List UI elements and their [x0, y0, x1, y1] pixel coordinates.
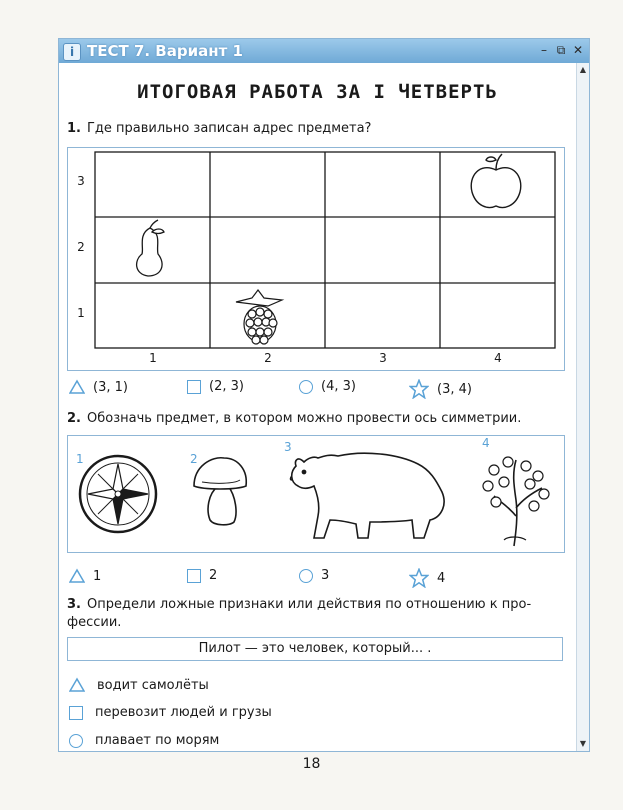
answer-star[interactable]: [409, 568, 445, 588]
apple-tree-icon[interactable]: [483, 457, 549, 546]
circle-icon: [69, 734, 83, 748]
answer-label: (3, 1): [93, 379, 128, 395]
answer-square[interactable]: [187, 568, 217, 583]
question-3-text-line2: фессии.: [67, 615, 122, 630]
y-label-3: 3: [77, 174, 85, 188]
option-square[interactable]: [69, 705, 272, 720]
triangle-icon: [69, 379, 85, 395]
grid-frame: [67, 147, 565, 371]
page-number: 18: [302, 756, 321, 772]
question-1-text: Где правильно записан адрес предмета?: [86, 121, 372, 136]
window-title: ТЕСТ 7. Вариант 1: [87, 42, 243, 60]
answer-star[interactable]: [409, 379, 472, 399]
info-icon: i: [63, 43, 81, 61]
option-circle[interactable]: [69, 733, 219, 748]
mushroom-icon[interactable]: [194, 458, 246, 525]
option-label: водит самолёты: [97, 677, 209, 693]
worksheet-content: [59, 63, 576, 751]
picture-number-4: 4: [482, 436, 490, 450]
star-icon: [409, 379, 429, 399]
option-label: перевозит людей и грузы: [95, 705, 272, 720]
answer-triangle[interactable]: [69, 379, 128, 395]
question-2: [67, 411, 521, 426]
vertical-scrollbar[interactable]: [576, 63, 589, 751]
question-2-text: Обозначь предмет, в котором можно провести ось симметрии.: [86, 411, 522, 426]
option-triangle[interactable]: [69, 677, 209, 693]
compass-icon[interactable]: [80, 456, 156, 532]
square-icon: [69, 706, 83, 720]
raspberry-icon[interactable]: [236, 290, 282, 344]
star-icon: [409, 568, 429, 588]
answer-square[interactable]: [187, 379, 244, 394]
answer-label: (4, 3): [321, 379, 356, 394]
answer-label: 4: [437, 570, 446, 586]
picture-number-2: 2: [190, 452, 198, 466]
option-label: плавает по морям: [95, 733, 220, 748]
answer-circle[interactable]: [299, 568, 329, 583]
square-icon: [187, 569, 201, 583]
close-icon[interactable]: ✕: [572, 43, 584, 57]
question-1-number: 1.: [67, 121, 81, 136]
answer-label: 1: [93, 568, 102, 584]
answer-triangle[interactable]: [69, 568, 101, 584]
question-3: [67, 597, 531, 612]
bear-icon[interactable]: [291, 453, 445, 538]
x-label-4: 4: [494, 351, 502, 365]
test-window: [58, 38, 590, 752]
picture-number-1: 1: [76, 452, 84, 466]
coordinate-grid: [68, 148, 564, 370]
pilot-prompt: Пилот — это человек, который... .: [67, 637, 563, 661]
pictures-canvas: [68, 436, 564, 552]
x-label-2: 2: [264, 351, 272, 365]
pictures-frame: [67, 435, 565, 553]
answer-label: (3, 4): [437, 381, 472, 397]
question-3-text-line1: Определи ложные признаки или действия по отношению к про-: [86, 597, 532, 612]
x-label-1: 1: [149, 351, 157, 365]
answer-circle[interactable]: [299, 379, 356, 394]
question-3-cont: [67, 615, 121, 630]
restore-icon[interactable]: ⧉: [556, 43, 566, 57]
page-title: ИТОГОВАЯ РАБОТА ЗА I ЧЕТВЕРТЬ: [137, 81, 498, 103]
circle-icon: [299, 380, 313, 394]
question-2-number: 2.: [67, 411, 81, 426]
triangle-icon: [69, 677, 85, 693]
answer-label: 3: [321, 568, 330, 583]
question-1: [67, 121, 371, 136]
pear-icon[interactable]: [137, 220, 164, 276]
answer-label: (2, 3): [209, 379, 244, 394]
scroll-up-icon[interactable]: ▲: [579, 65, 587, 74]
scroll-down-icon[interactable]: ▼: [579, 739, 587, 748]
triangle-icon: [69, 568, 85, 584]
x-label-3: 3: [379, 351, 387, 365]
minimize-icon[interactable]: –: [541, 43, 547, 57]
window-titlebar: [59, 39, 589, 63]
y-label-1: 1: [77, 306, 85, 320]
y-label-2: 2: [77, 240, 85, 254]
apple-icon[interactable]: [471, 154, 521, 207]
question-3-number: 3.: [67, 597, 81, 612]
answer-label: 2: [209, 568, 218, 583]
picture-number-3: 3: [284, 440, 292, 454]
square-icon: [187, 380, 201, 394]
circle-icon: [299, 569, 313, 583]
